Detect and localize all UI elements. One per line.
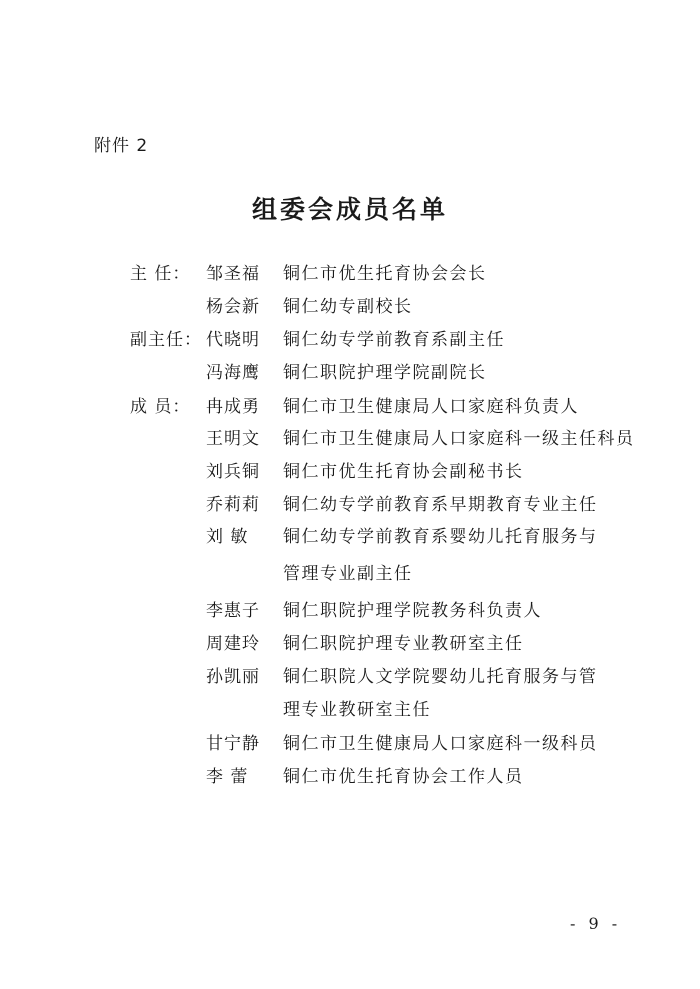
member-name: 刘 敏 [206,527,249,547]
member-title: 铜仁幼专学前教育系副主任 [283,330,505,350]
member-title: 铜仁职院护理学院副院长 [283,363,487,383]
document-title: 组委会成员名单 [251,195,448,224]
member-role: 副主任： [130,330,202,350]
member-name: 甘宁静 [206,734,260,754]
member-title: 铜仁市优生托育协会副秘书长 [283,462,524,482]
member-row [0,598,700,624]
member-title: 铜仁幼专副校长 [283,297,413,317]
member-name: 代晓明 [206,330,260,350]
member-row-continued [0,697,700,723]
member-title: 铜仁幼专学前教育系早期教育专业主任 [283,495,598,515]
member-title: 管理专业副主任 [283,564,413,584]
member-row-continued [0,561,700,587]
page-number: - 9 - [570,914,622,933]
member-row [0,731,700,757]
member-row [0,394,700,420]
member-row [0,524,700,550]
member-row [0,492,700,518]
member-name: 杨会新 [206,297,260,317]
member-row [0,459,700,485]
member-title: 铜仁市优生托育协会会长 [283,264,487,284]
member-row [0,360,700,386]
member-role: 成 员： [130,397,191,417]
member-name: 冯海鹰 [206,363,260,383]
member-title: 铜仁市卫生健康局人口家庭科一级主任科员 [283,429,635,449]
attachment-label: 附件 2 [94,136,149,156]
member-title: 铜仁市卫生健康局人口家庭科一级科员 [283,734,598,754]
member-name: 周建玲 [206,634,260,654]
member-row [0,327,700,353]
member-title: 理专业教研室主任 [283,700,431,720]
member-title: 铜仁职院护理学院教务科负责人 [283,601,542,621]
member-name: 乔莉莉 [206,495,260,515]
member-row [0,764,700,790]
member-title: 铜仁市卫生健康局人口家庭科负责人 [283,397,579,417]
member-name: 李 蕾 [206,767,249,787]
member-name: 孙凯丽 [206,667,260,687]
member-title: 铜仁职院护理专业教研室主任 [283,634,524,654]
member-row [0,426,700,452]
member-row [0,294,700,320]
member-role: 主 任： [130,264,191,284]
member-name: 邹圣福 [206,264,260,284]
member-name: 王明文 [206,429,260,449]
member-row [0,261,700,287]
member-title: 铜仁幼专学前教育系婴幼儿托育服务与 [283,527,598,547]
member-name: 李惠子 [206,601,260,621]
member-row [0,631,700,657]
member-row [0,664,700,690]
member-name: 冉成勇 [206,397,260,417]
member-title: 铜仁职院人文学院婴幼儿托育服务与管 [283,667,598,687]
member-title: 铜仁市优生托育协会工作人员 [283,767,524,787]
member-name: 刘兵铜 [206,462,260,482]
